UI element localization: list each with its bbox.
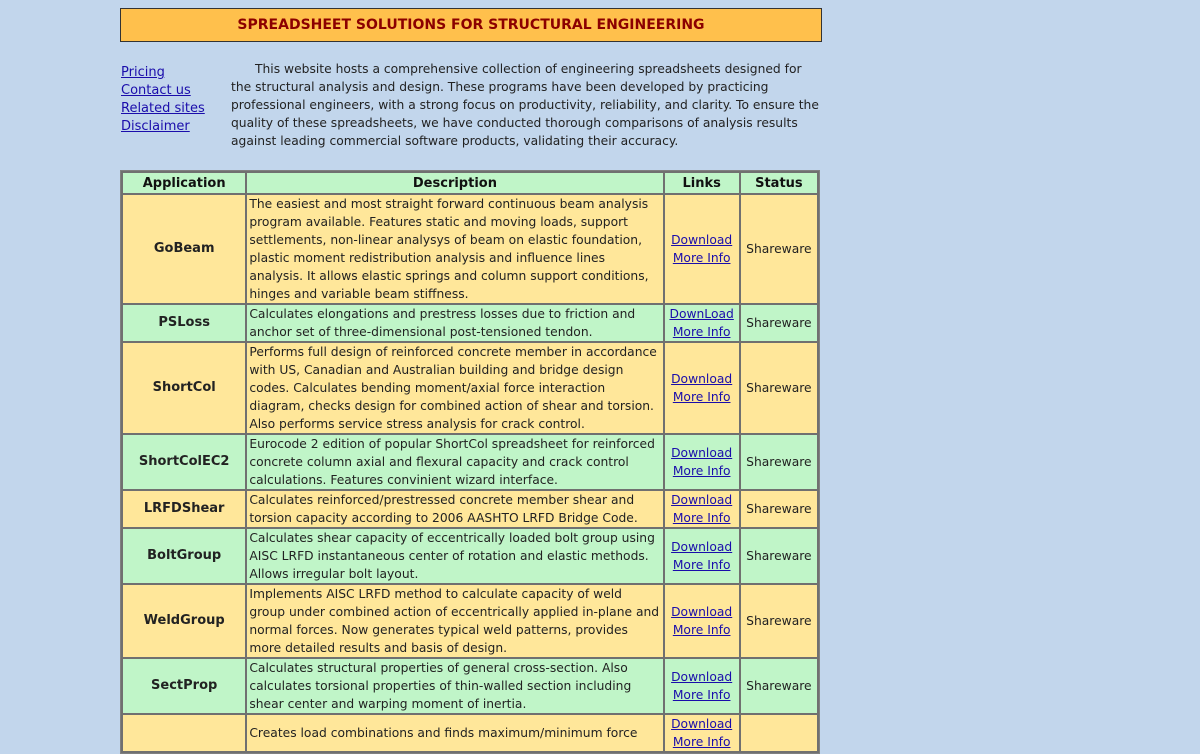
app-name: PSLoss	[123, 305, 245, 341]
app-name: GoBeam	[123, 195, 245, 303]
app-description: Creates load combinations and finds maximum/minimum force	[247, 715, 662, 751]
more-info-link[interactable]: More Info	[672, 558, 731, 572]
app-name: WeldGroup	[123, 585, 245, 657]
header-application: Application	[123, 173, 245, 193]
table-header-row	[123, 173, 817, 193]
app-links	[665, 491, 739, 527]
more-info-link[interactable]: More Info	[672, 390, 731, 404]
download-link[interactable]: Download	[671, 233, 733, 247]
intro-paragraph: This website hosts a comprehensive collection of engineering spreadsheets designed for the structural analysis and design. These programs have been developed by practicing professional engineers, with a strong focus on productivity, reliability, and clarity. To ensure the quality of these spreadsheets, we have conducted thorough comparisons of analysis results against leading commercial software products, validating their accuracy.	[231, 62, 819, 148]
table-row	[123, 585, 817, 657]
more-info-link[interactable]: More Info	[672, 251, 731, 265]
nav-link-disclaimer[interactable]: Disclaimer	[121, 119, 190, 134]
table-row	[123, 435, 817, 489]
app-description: The easiest and most straight forward continuous beam analysis program available. Features static and moving loads, support settlements, non-linear analysys of beam on elastic foundation, plastic moment redistribution analysis and influence lines analysis. It allows elastic springs and column support conditions, hinges and variable beam stiffness.	[247, 195, 662, 303]
page-content	[120, 8, 822, 749]
nav-link-related-sites[interactable]: Related sites	[121, 101, 205, 116]
more-info-link[interactable]: More Info	[672, 735, 731, 749]
intro-section	[120, 42, 822, 172]
table-row	[123, 305, 817, 341]
header-status: Status	[741, 173, 817, 193]
app-description: Calculates reinforced/prestressed concrete member shear and torsion capacity according to 2006 AASHTO LRFD Bridge Code.	[247, 491, 662, 527]
app-description: Calculates shear capacity of eccentrically loaded bolt group using AISC LRFD instantaneous center of rotation and elastic methods. Allows irregular bolt layout.	[247, 529, 662, 583]
app-name: SectProp	[123, 659, 245, 713]
nav-link-pricing[interactable]: Pricing	[121, 65, 165, 80]
app-description: Implements AISC LRFD method to calculate capacity of weld group under combined action of eccentrically applied in-plane and normal forces. Now generates typical weld patterns, provides more detailed results and basis of design.	[247, 585, 662, 657]
table-row	[123, 491, 817, 527]
nav-menu	[121, 64, 205, 136]
app-links	[665, 435, 739, 489]
nav-link-contact[interactable]: Contact us	[121, 83, 191, 98]
download-link[interactable]: Download	[671, 446, 733, 460]
app-links	[665, 343, 739, 433]
download-link[interactable]: Download	[671, 540, 733, 554]
download-link[interactable]: DownLoad	[669, 307, 734, 321]
table-row	[123, 659, 817, 713]
app-status: Shareware	[741, 491, 817, 527]
app-name: ShortColEC2	[123, 435, 245, 489]
app-links	[665, 659, 739, 713]
header-description: Description	[247, 173, 662, 193]
applications-table	[120, 170, 820, 754]
app-status: Shareware	[741, 585, 817, 657]
header-links: Links	[665, 173, 739, 193]
more-info-link[interactable]: More Info	[672, 623, 731, 637]
app-description: Calculates structural properties of general cross-section. Also calculates torsional properties of thin-walled section including shear center and warping moment of inertia.	[247, 659, 662, 713]
app-name	[123, 715, 245, 751]
download-link[interactable]: Download	[671, 372, 733, 386]
app-status: Shareware	[741, 659, 817, 713]
app-status: Shareware	[741, 305, 817, 341]
app-status: Shareware	[741, 529, 817, 583]
more-info-link[interactable]: More Info	[672, 511, 731, 525]
table-row	[123, 195, 817, 303]
app-name: BoltGroup	[123, 529, 245, 583]
app-description: Calculates elongations and prestress losses due to friction and anchor set of three-dimensional post-tensioned tendon.	[247, 305, 662, 341]
app-status: Shareware	[741, 435, 817, 489]
app-status	[741, 715, 817, 751]
app-links	[665, 305, 739, 341]
app-links	[665, 529, 739, 583]
site-banner	[120, 8, 822, 42]
app-status: Shareware	[741, 343, 817, 433]
app-description: Eurocode 2 edition of popular ShortCol spreadsheet for reinforced concrete column axial and flexural capacity and crack control calculations. Features convinient wizard interface.	[247, 435, 662, 489]
table-row	[123, 343, 817, 433]
app-name: LRFDShear	[123, 491, 245, 527]
site-title: SPREADSHEET SOLUTIONS FOR STRUCTURAL ENGINEERING	[237, 17, 705, 33]
table-row	[123, 715, 817, 751]
table-row	[123, 529, 817, 583]
app-name: ShortCol	[123, 343, 245, 433]
download-link[interactable]: Download	[671, 717, 733, 731]
app-links	[665, 585, 739, 657]
download-link[interactable]: Download	[671, 670, 733, 684]
download-link[interactable]: Download	[671, 493, 733, 507]
app-links	[665, 195, 739, 303]
more-info-link[interactable]: More Info	[672, 688, 731, 702]
more-info-link[interactable]: More Info	[672, 325, 731, 339]
app-links	[665, 715, 739, 751]
download-link[interactable]: Download	[671, 605, 733, 619]
app-description: Performs full design of reinforced concrete member in accordance with US, Canadian and Australian building and bridge design codes. Calculates bending moment/axial force interaction diagram, checks design for combined action of shear and torsion. Also performs service stress analysis for crack control.	[247, 343, 662, 433]
app-status: Shareware	[741, 195, 817, 303]
more-info-link[interactable]: More Info	[672, 464, 731, 478]
